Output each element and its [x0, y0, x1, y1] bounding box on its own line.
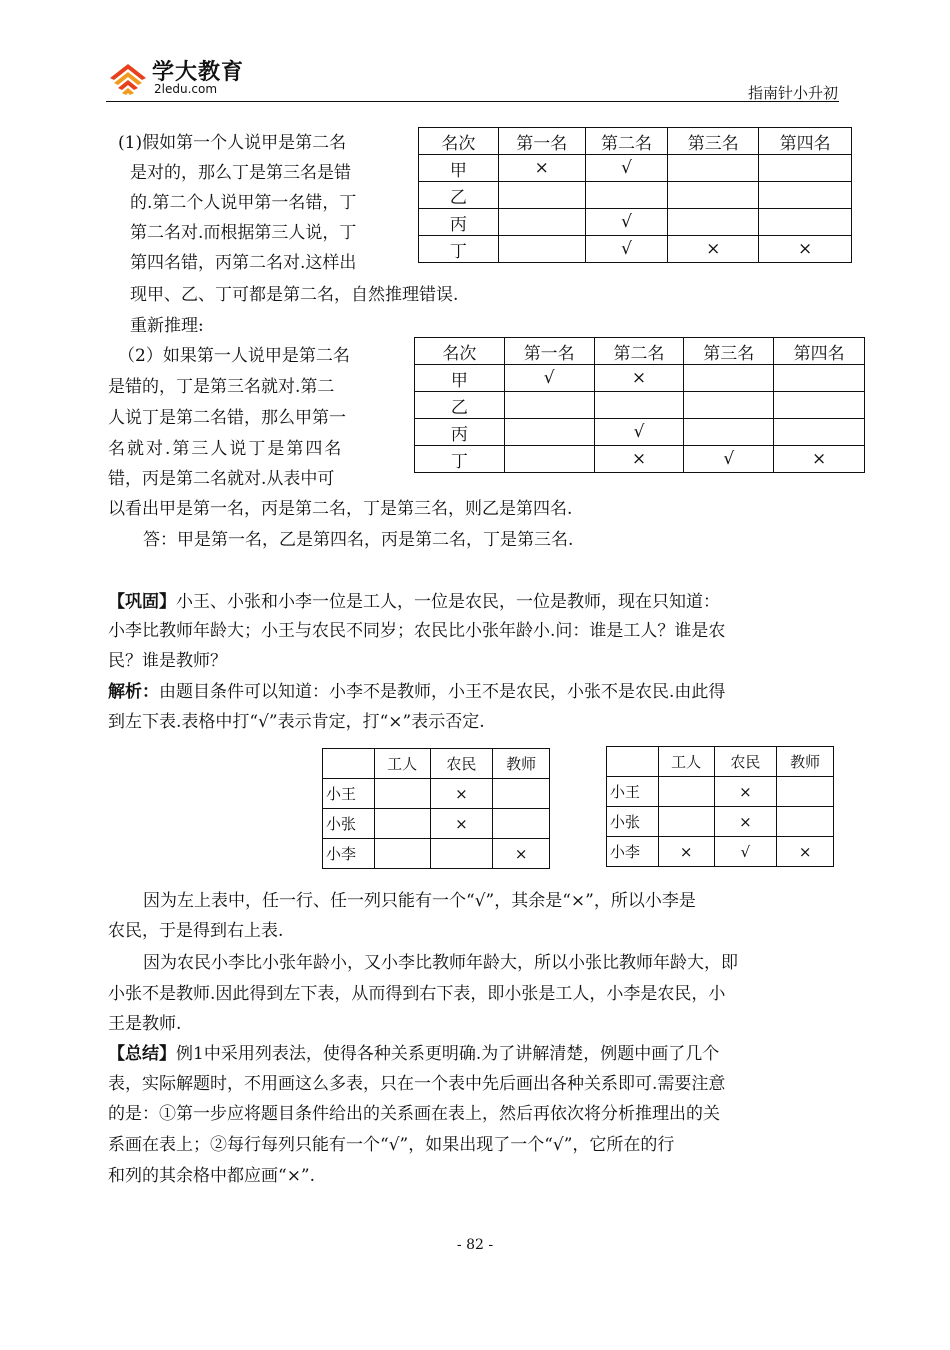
- header-cell: 第二名: [585, 128, 668, 155]
- row-label: 小张: [607, 807, 659, 837]
- table-cell: [684, 419, 774, 446]
- table-cell: ×: [430, 779, 493, 809]
- table-cell: [774, 365, 865, 392]
- row-label: 丁: [415, 446, 505, 473]
- table-cell: [498, 209, 585, 236]
- text-line: 重新推理:: [130, 316, 204, 336]
- table-row: [607, 807, 834, 837]
- table-cell: [684, 365, 774, 392]
- text-line: 因为农民小李比小张年龄小，又小李比教师年龄大，所以小张比教师年龄大，即: [143, 953, 738, 973]
- table-cell: ×: [594, 446, 684, 473]
- text-line: 农民，于是得到右上表.: [108, 921, 284, 941]
- text-line: 错，丙是第二名就对.从表中可: [108, 469, 335, 489]
- table-cell: [493, 779, 550, 809]
- row-label: 小王: [607, 777, 659, 807]
- text-line: 因为左上表中，任一行、任一列只能有一个“√”，其余是“×”，所以小李是: [143, 891, 696, 911]
- summary-text: 例1中采用列表法，使得各种关系更明确.为了讲解清楚，例题中画了几个: [176, 1044, 720, 1064]
- table-cell: ×: [774, 446, 865, 473]
- header-divider: [106, 101, 839, 102]
- header-cell: 第一名: [498, 128, 585, 155]
- consolidate-tag: 【巩固】: [108, 592, 176, 612]
- table-cell: [777, 777, 834, 807]
- table-cell: ×: [658, 837, 714, 867]
- table-cell: [684, 392, 774, 419]
- table-cell: √: [714, 837, 777, 867]
- row-label: 小王: [323, 779, 375, 809]
- text-line: 人说丁是第二名错，那么甲第一: [108, 408, 346, 428]
- table-cell: √: [585, 236, 668, 263]
- text-line: 是错的，丁是第三名就对.第二: [108, 377, 335, 397]
- text-line: 以看出甲是第一名，丙是第二名，丁是第三名，则乙是第四名.: [108, 499, 573, 519]
- table-row: [419, 182, 852, 209]
- row-label: 甲: [419, 155, 499, 182]
- table-cell: ×: [777, 837, 834, 867]
- table-cell: ×: [430, 809, 493, 839]
- table-row: [419, 155, 852, 182]
- header-cell: 第三名: [684, 338, 774, 365]
- table-cell: [493, 809, 550, 839]
- row-label: 丙: [419, 209, 499, 236]
- header-cell: 农民: [714, 747, 777, 777]
- row-label: 小李: [607, 837, 659, 867]
- header-cell: 教师: [493, 749, 550, 779]
- text-line: 民？谁是教师？: [108, 651, 227, 671]
- text-line: 系画在表上；②每行每列只能有一个“√”，如果出现了一个“√”，它所在的行: [108, 1135, 675, 1155]
- row-label: 丁: [419, 236, 499, 263]
- table-cell: [658, 777, 714, 807]
- table-cell: [594, 392, 684, 419]
- table-cell: [585, 182, 668, 209]
- analysis-text: 由题目条件可以知道：小李不是教师，小王不是农民，小张不是农民.由此得: [159, 682, 726, 702]
- header-cell: 工人: [374, 749, 430, 779]
- text-line: 现甲、乙、丁可都是第二名，自然推理错误.: [130, 285, 459, 305]
- table-cell: [668, 209, 759, 236]
- text-line: 表，实际解题时，不用画这么多表，只在一个表中先后画出各种关系即可.需要注意: [108, 1074, 726, 1094]
- table-cell: [668, 182, 759, 209]
- row-label: 乙: [415, 392, 505, 419]
- header-cell: 第一名: [504, 338, 594, 365]
- table-row: [415, 419, 865, 446]
- header-cell: [323, 749, 375, 779]
- table-cell: √: [504, 365, 594, 392]
- header-cell: 第四名: [759, 128, 852, 155]
- header-cell: 第三名: [668, 128, 759, 155]
- ranking-table-2: [414, 337, 865, 473]
- table-row: [415, 365, 865, 392]
- table-cell: [777, 807, 834, 837]
- ranking-table-1: [418, 127, 852, 263]
- header-cell: [607, 747, 659, 777]
- table-header-row: [607, 747, 834, 777]
- row-label: 小李: [323, 839, 375, 869]
- text-line: 名就对.第三人说丁是第四名: [108, 439, 344, 459]
- text-line: 小李比教师年龄大；小王与农民不同岁；农民比小张年龄小.问：谁是工人？谁是农: [108, 621, 726, 641]
- table-cell: ×: [668, 236, 759, 263]
- header-cell: 第四名: [774, 338, 865, 365]
- table-cell: ×: [714, 777, 777, 807]
- text-line: (1)假如第一个人说甲是第二名: [118, 133, 347, 153]
- table-cell: [374, 809, 430, 839]
- row-label: 乙: [419, 182, 499, 209]
- table-cell: [774, 419, 865, 446]
- table-header-row: [323, 749, 550, 779]
- header-title: 指南针小升初: [747, 84, 838, 102]
- analysis-tag: 解析：: [108, 682, 159, 702]
- table-row: [323, 809, 550, 839]
- table-cell: [374, 839, 430, 869]
- table-cell: √: [585, 209, 668, 236]
- consolidate-line: [108, 587, 720, 617]
- table-cell: √: [585, 155, 668, 182]
- table-right: [606, 746, 834, 867]
- text-line: 是对的，那么丁是第三名是错: [130, 163, 351, 183]
- table-cell: [498, 182, 585, 209]
- table-row: [419, 236, 852, 263]
- table-cell: [504, 446, 594, 473]
- row-label: 丙: [415, 419, 505, 446]
- text-line: 第四名错，丙第二名对.这样出: [130, 253, 357, 273]
- header-cell: 第二名: [594, 338, 684, 365]
- table-cell: [430, 839, 493, 869]
- header-cell: 教师: [777, 747, 834, 777]
- text-line: （2）如果第一人说甲是第二名: [118, 346, 350, 366]
- table-cell: ×: [759, 236, 852, 263]
- text-line: 的.第二个人说甲第一名错，丁: [130, 193, 357, 213]
- table-cell: √: [684, 446, 774, 473]
- table-cell: [759, 209, 852, 236]
- table-cell: [498, 236, 585, 263]
- logo-icon: [106, 56, 150, 100]
- table-header-row: [415, 338, 865, 365]
- row-label: 小张: [323, 809, 375, 839]
- text-line: 和列的其余格中都应画“×”.: [108, 1166, 316, 1186]
- header-cell: 工人: [658, 747, 714, 777]
- analysis-line: [108, 677, 725, 707]
- page-number: - 82 -: [456, 1237, 494, 1253]
- text-line: 到左下表.表格中打“√”表示肯定，打“×”表示否定.: [108, 712, 485, 732]
- consolidate-text: 小王、小张和小李一位是工人，一位是农民，一位是教师，现在只知道：: [176, 592, 720, 612]
- summary-line: [108, 1039, 719, 1069]
- table-cell: [504, 419, 594, 446]
- table-cell: ×: [714, 807, 777, 837]
- logo-url: 2ledu.com: [154, 82, 218, 96]
- summary-tag: 【总结】: [108, 1044, 176, 1064]
- table-cell: [504, 392, 594, 419]
- table-row: [323, 779, 550, 809]
- table-cell: [658, 807, 714, 837]
- table-cell: [759, 182, 852, 209]
- table-left: [322, 748, 550, 869]
- text-line: 王是教师.: [108, 1014, 182, 1034]
- text-line: 小张不是教师.因此得到左下表，从而得到右下表，即小张是工人，小李是农民，小: [108, 984, 726, 1004]
- table-cell: √: [594, 419, 684, 446]
- answer-line: 答：甲是第一名，乙是第四名，丙是第二名，丁是第三名.: [143, 530, 574, 550]
- table-row: [607, 837, 834, 867]
- table-row: [607, 777, 834, 807]
- text-line: 的是：①第一步应将题目条件给出的关系画在表上，然后再依次将分析推理出的关: [108, 1104, 720, 1124]
- table-cell: ×: [493, 839, 550, 869]
- text-line: 第二名对.而根据第三人说，丁: [130, 223, 357, 243]
- table-row: [415, 392, 865, 419]
- row-label: 甲: [415, 365, 505, 392]
- table-cell: [668, 155, 759, 182]
- header-cell: 名次: [415, 338, 505, 365]
- table-row: [323, 839, 550, 869]
- table-row: [415, 446, 865, 473]
- table-header-row: [419, 128, 852, 155]
- header-cell: 农民: [430, 749, 493, 779]
- table-cell: ×: [498, 155, 585, 182]
- table-row: [419, 209, 852, 236]
- table-cell: [374, 779, 430, 809]
- table-cell: [759, 155, 852, 182]
- logo-text: 学大教育: [152, 60, 245, 85]
- header-cell: 名次: [419, 128, 499, 155]
- table-cell: [774, 392, 865, 419]
- table-cell: ×: [594, 365, 684, 392]
